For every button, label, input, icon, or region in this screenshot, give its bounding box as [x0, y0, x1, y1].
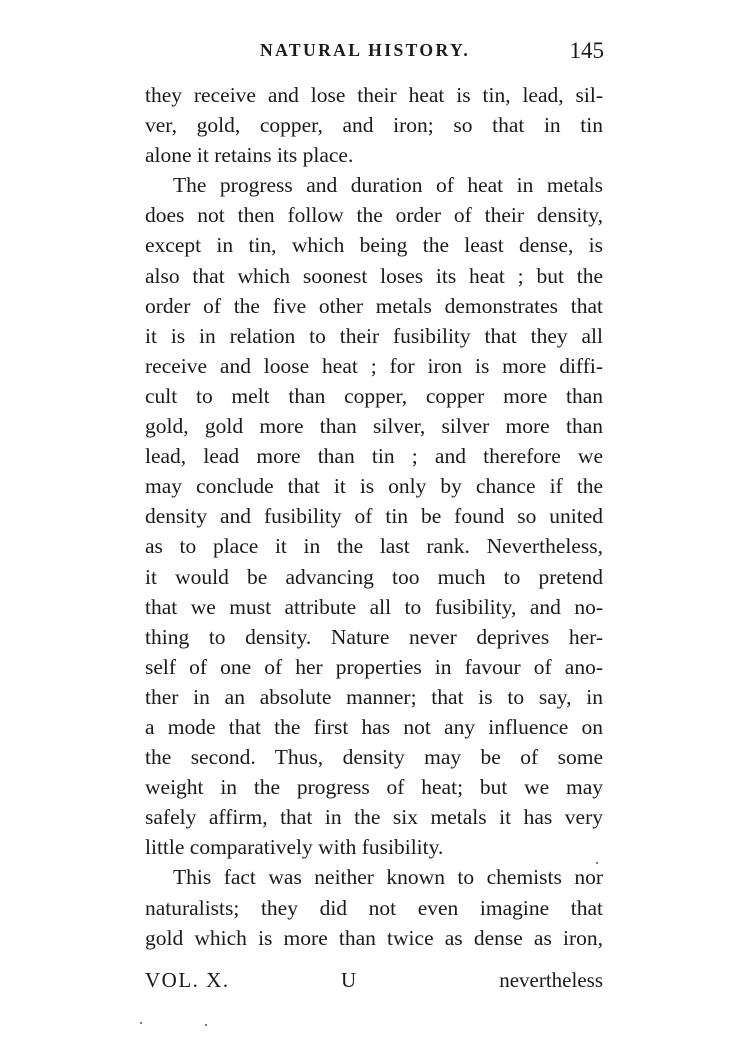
page-number: 145: [569, 38, 604, 63]
ink-speck: [140, 1022, 142, 1024]
text-line: as to place it in the last rank. Nevertheless,: [145, 534, 603, 559]
text-line: thing to density. Nature never deprives her-: [145, 624, 603, 649]
text-line: naturalists; they did not even imagine that: [145, 895, 603, 920]
text-line: ver, gold, copper, and iron; so that in tin: [145, 113, 603, 138]
text-line: alone it retains its place.: [145, 143, 354, 168]
catchword: nevertheless: [499, 968, 603, 992]
text-line: may conclude that it is only by chance if the: [145, 474, 603, 499]
running-title: NATURAL HISTORY.: [260, 40, 471, 60]
text-line: receive and loose heat ; for iron is more diffi-: [145, 353, 603, 378]
text-line: This fact was neither known to chemists nor: [173, 865, 603, 890]
text-line: does not then follow the order of their density,: [145, 203, 603, 228]
text-line: it is in relation to their fusibility that they all: [145, 323, 603, 348]
ink-speck: [596, 862, 598, 864]
volume-signature: VOL. X.: [145, 968, 230, 992]
text-line: gold, gold more than silver, silver more than: [145, 414, 603, 439]
text-line: they receive and lose their heat is tin, lead, sil-: [145, 83, 603, 107]
text-line: The progress and duration of heat in metals: [173, 173, 603, 198]
page-header: [142, 38, 604, 68]
text-line: it would be advancing too much to pretend: [145, 564, 603, 589]
text-line: also that which soonest loses its heat ; but the: [145, 263, 603, 288]
text-line: except in tin, which being the least dense, is: [145, 233, 603, 258]
text-line: gold which is more than twice as dense as iron,: [145, 925, 603, 950]
text-line: ther in an absolute manner; that is to say, in: [145, 684, 603, 709]
ink-speck: [205, 1024, 207, 1026]
body-text: [145, 80, 603, 953]
text-line: cult to melt than copper, copper more than: [145, 383, 603, 408]
gathering-mark: U: [341, 968, 357, 992]
text-line: that we must attribute all to fusibility, and no-: [145, 594, 603, 619]
page-footer: [145, 968, 603, 998]
text-line: weight in the progress of heat; but we may: [145, 775, 603, 800]
text-line: a mode that the first has not any influence on: [145, 714, 603, 739]
text-line: little comparatively with fusibility.: [145, 835, 444, 860]
text-line: safely affirm, that in the six metals it has very: [145, 805, 603, 830]
text-line: order of the five other metals demonstrates that: [145, 293, 603, 318]
text-line: self of one of her properties in favour of ano-: [145, 654, 603, 679]
text-line: lead, lead more than tin ; and therefore we: [145, 444, 603, 469]
text-line: density and fusibility of tin be found so united: [145, 504, 603, 529]
text-line: the second. Thus, density may be of some: [145, 745, 603, 770]
